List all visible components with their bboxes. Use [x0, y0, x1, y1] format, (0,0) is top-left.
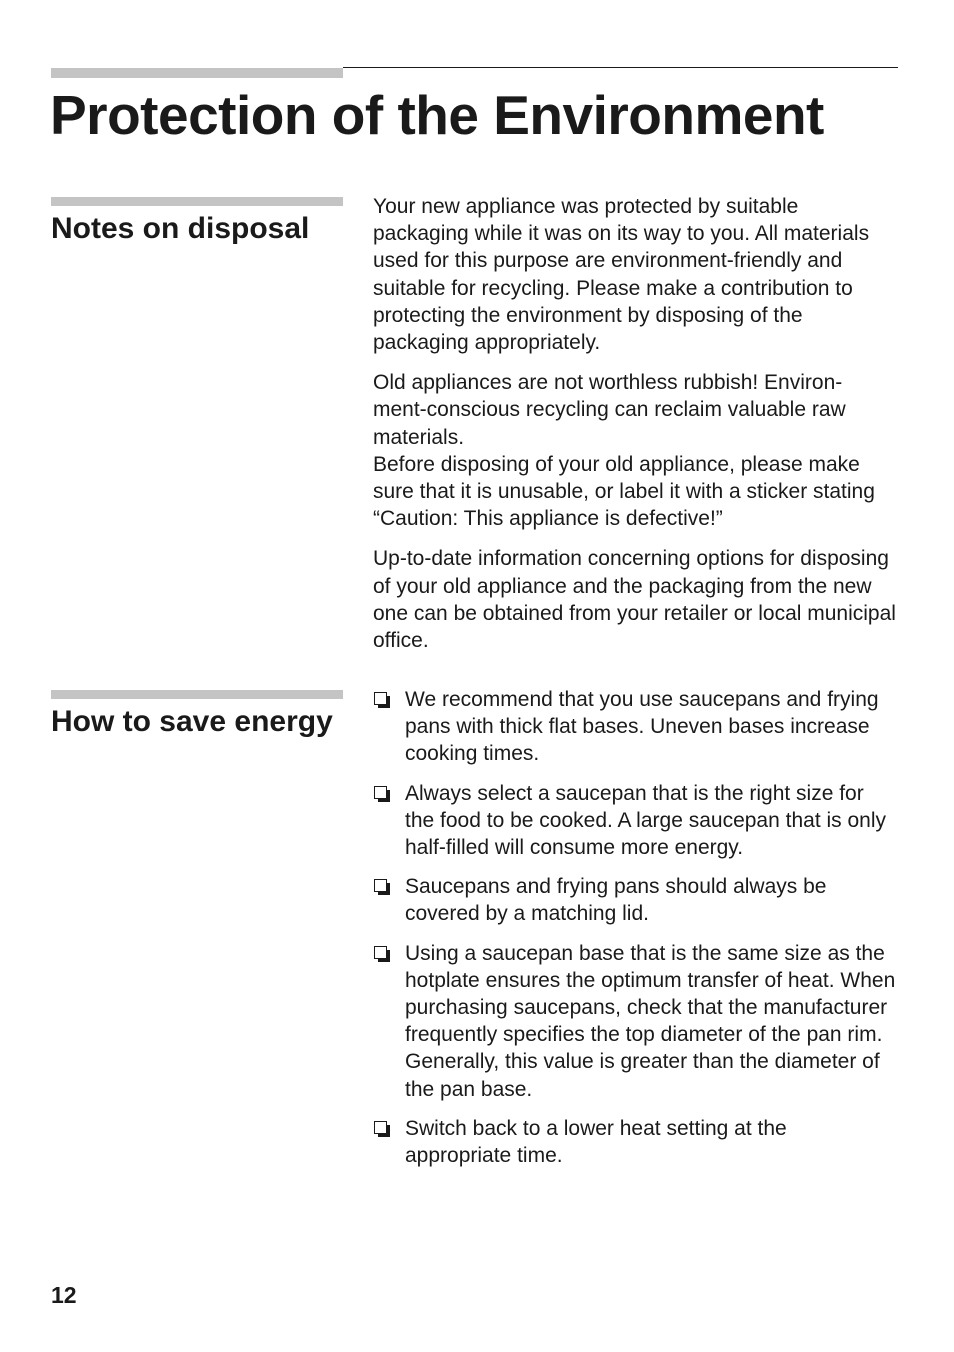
checkbox-icon: [374, 879, 387, 892]
checkbox-icon: [374, 786, 387, 799]
section-rule-disposal: [51, 197, 343, 206]
list-item-text: Saucepans and frying pans should always be covered by a matching lid.: [405, 875, 827, 926]
section-heading-disposal: Notes on disposal: [51, 212, 310, 245]
list-item: [373, 873, 898, 927]
disposal-paragraph: Old appliances are not worthless rubbish! Environ- ment-conscious recycling can reclaim valuable raw materials. Before disposing of your old appliance, please make sure that it is unusable, or label it with a sticker stating “Caution: This appliance is defective!”: [373, 371, 875, 531]
disposal-body: [373, 193, 898, 667]
disposal-paragraph: Up-to-date information concerning options for disposing of your old appliance and the packaging from the new one can be obtained from your retailer or local municipal office.: [373, 547, 896, 653]
section-heading-energy: How to save energy: [51, 705, 333, 738]
list-item: [373, 940, 898, 1103]
list-item: [373, 1115, 898, 1169]
list-item: [373, 780, 898, 862]
title-rule-bar: [51, 68, 343, 78]
checkbox-icon: [374, 946, 387, 959]
page-number: 12: [51, 1282, 77, 1308]
list-item-text: We recommend that you use saucepans and frying pans with thick flat bases. Uneven bases increase cooking times.: [405, 688, 879, 766]
checkbox-icon: [374, 1121, 387, 1134]
energy-tips-list: [373, 686, 898, 1169]
energy-body: [373, 686, 898, 1181]
list-item-text: Switch back to a lower heat setting at the appropriate time.: [405, 1116, 787, 1168]
disposal-paragraph: Your new appliance was protected by suitable packaging while it was on its way to you. All materials used for this purpose are environment-friendly and suitable for recycling. Please make a contribution to protecting the environment by disposing of the packaging appropriately.: [373, 195, 870, 355]
list-item-text: Using a saucepan base that is the same size as the hotplate ensures the optimum transfer of heat. When purchasing saucepans, check that the manufacturer frequently specifies the top diameter of the pan rim. Generally, this value is greater than the diameter of the pan base.: [405, 941, 896, 1101]
list-item-text: Always select a saucepan that is the right size for the food to be cooked. A large saucepan that is only half-filled will consume more energy.: [405, 781, 887, 860]
section-rule-energy: [51, 690, 343, 699]
page-title: Protection of the Environment: [50, 84, 824, 146]
checkbox-icon: [374, 692, 387, 705]
list-item: [373, 686, 898, 768]
title-rule-line: [343, 67, 898, 68]
